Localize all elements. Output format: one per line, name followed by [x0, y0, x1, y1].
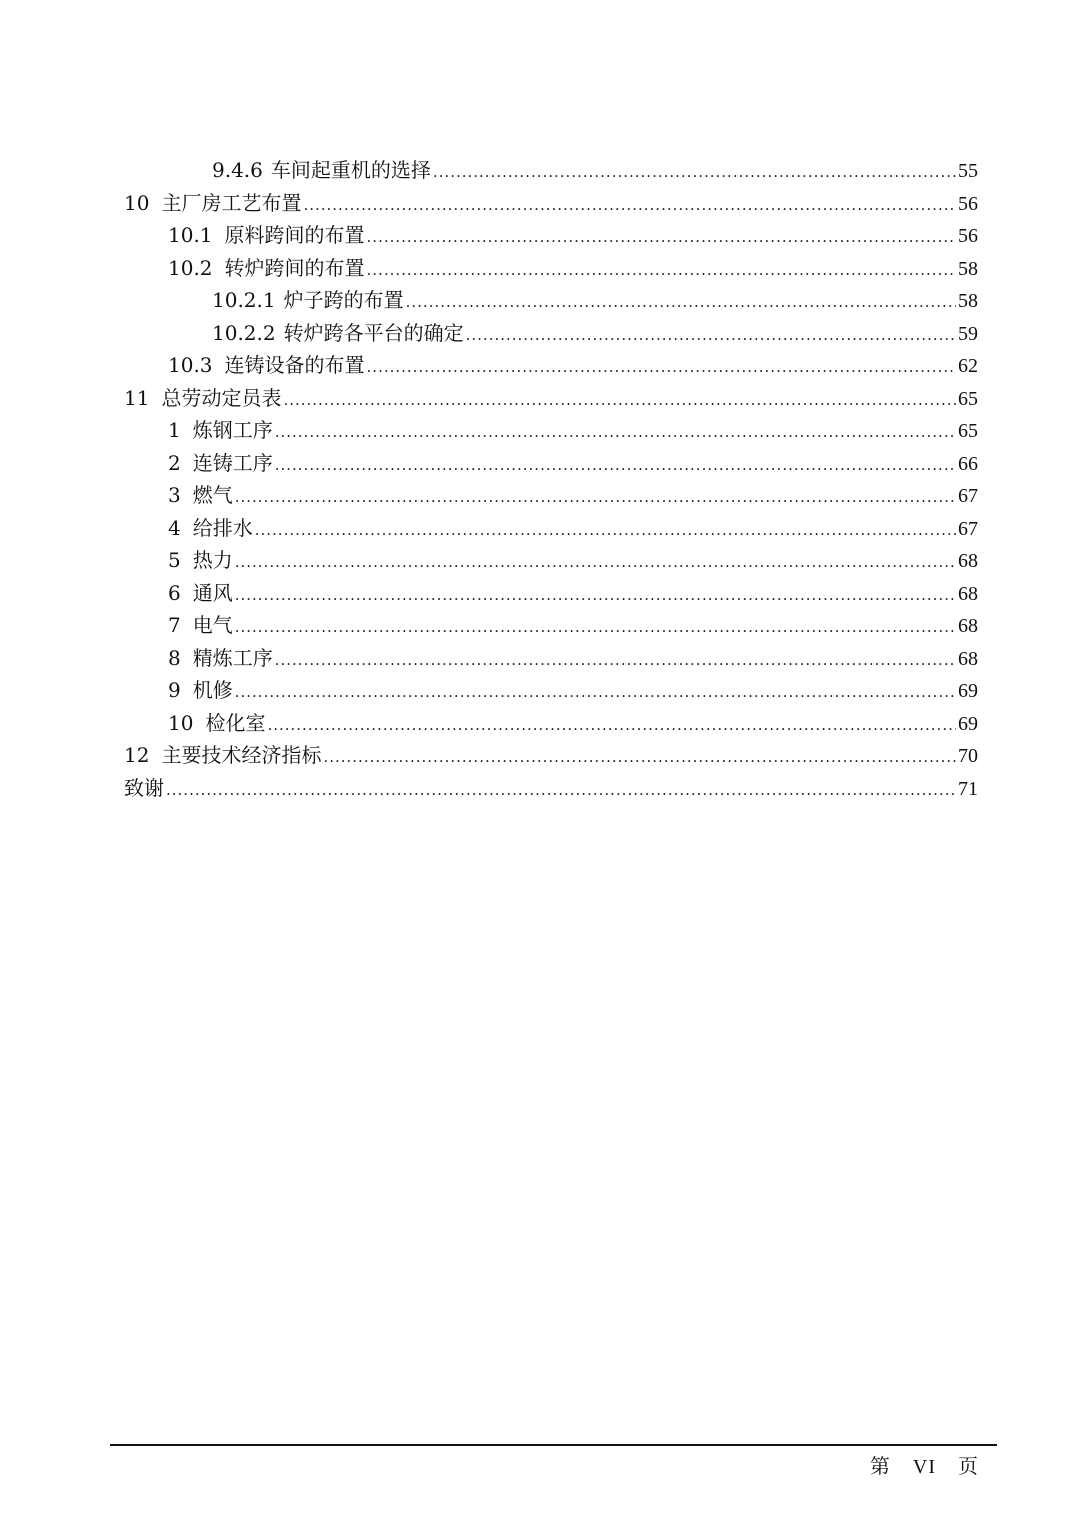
toc-entry[interactable]: [124, 154, 978, 187]
toc-entry-page: 65: [958, 420, 978, 442]
toc-entry-label: [168, 544, 233, 577]
toc-entry-label: [168, 414, 273, 447]
toc-entry[interactable]: [124, 317, 978, 350]
toc-entry-title: 原料跨间的布置: [224, 223, 365, 247]
toc-entry[interactable]: [124, 772, 978, 805]
toc-entry-title: 热力: [192, 548, 233, 572]
toc-entry-title: 精炼工序: [192, 645, 273, 670]
toc-dot-leader: [323, 741, 956, 774]
toc-entry-title: 给排水: [192, 515, 253, 540]
toc-entry-number: 12: [124, 743, 150, 767]
toc-dot-leader: [255, 514, 956, 547]
toc-entry-number: 10.1: [168, 223, 213, 247]
page-footer: [862, 1450, 987, 1479]
toc-entry-number: 5: [168, 548, 181, 572]
toc-entry-number: 10.2.1: [212, 288, 276, 312]
toc-dot-leader: [303, 189, 956, 222]
table-of-contents: [124, 154, 978, 804]
toc-entry-label: [168, 577, 233, 610]
toc-dot-leader: [283, 384, 956, 417]
footer-prefix: 第: [869, 1456, 891, 1478]
toc-entry-label: [124, 187, 301, 220]
footer-page-number: VI: [912, 1456, 936, 1478]
toc-entry-title: 连铸设备的布置: [224, 353, 365, 377]
toc-entry-title: 检化室: [205, 710, 266, 735]
toc-dot-leader: [275, 644, 956, 677]
toc-entry-number: 2: [168, 450, 181, 475]
toc-entry-label: [212, 317, 464, 350]
toc-entry[interactable]: [124, 414, 978, 447]
toc-dot-leader: [235, 546, 956, 579]
toc-entry[interactable]: [124, 382, 978, 415]
toc-dot-leader: [235, 676, 956, 709]
toc-dot-leader: [367, 351, 956, 384]
toc-entry-label: [212, 154, 431, 187]
toc-dot-leader: [166, 774, 956, 807]
toc-entry-label: [124, 382, 281, 415]
toc-entry-page: 68: [958, 615, 978, 637]
toc-entry-title: 燃气: [192, 483, 233, 507]
toc-entry-title: 炼钢工序: [192, 418, 273, 442]
toc-dot-leader: [367, 221, 956, 254]
toc-entry[interactable]: [124, 284, 978, 317]
toc-entry[interactable]: [124, 707, 978, 740]
toc-entry-label: [212, 284, 404, 317]
toc-entry-page: 56: [958, 192, 978, 215]
footer-divider: [110, 1444, 997, 1446]
toc-entry-title: 转炉跨间的布置: [224, 255, 365, 280]
toc-entry-page: 69: [958, 712, 978, 735]
toc-entry-label: [124, 772, 164, 805]
toc-entry-label: [168, 349, 365, 382]
toc-entry-number: 10: [124, 190, 150, 215]
toc-dot-leader: [267, 709, 956, 742]
toc-entry[interactable]: [124, 739, 978, 772]
toc-entry[interactable]: [124, 544, 978, 577]
toc-entry-title: 机修: [192, 678, 233, 702]
toc-entry-label: [168, 674, 233, 707]
toc-entry-number: 10: [168, 710, 194, 735]
toc-entry-page: 59: [958, 322, 978, 345]
toc-entry-number: 7: [168, 613, 181, 637]
toc-entry[interactable]: [124, 577, 978, 610]
toc-entry[interactable]: [124, 252, 978, 285]
toc-entry-label: [168, 252, 365, 285]
toc-entry-page: 55: [958, 160, 978, 182]
toc-entry-page: 65: [958, 387, 978, 410]
toc-entry[interactable]: [124, 609, 978, 642]
toc-dot-leader: [275, 416, 956, 449]
toc-entry-title: 总劳动定员表: [161, 385, 282, 410]
toc-entry-title: 主要技术经济指标: [161, 743, 322, 767]
toc-entry-number: 11: [124, 385, 150, 410]
toc-entry-label: [168, 609, 233, 642]
toc-entry-page: 69: [958, 680, 978, 702]
toc-entry-number: 4: [168, 515, 181, 540]
toc-entry-page: 58: [958, 290, 978, 312]
toc-dot-leader: [275, 449, 956, 482]
toc-entry-number: 10.3: [168, 353, 213, 377]
toc-entry-page: 71: [958, 777, 978, 800]
toc-entry-page: 58: [958, 257, 978, 280]
toc-entry-page: 68: [958, 582, 978, 605]
toc-entry[interactable]: [124, 447, 978, 480]
toc-dot-leader: [406, 286, 956, 319]
toc-entry-title: 转炉跨各平台的确定: [283, 320, 464, 345]
toc-entry-title: 通风: [192, 580, 233, 605]
toc-entry-page: 70: [958, 745, 978, 767]
toc-dot-leader: [235, 481, 956, 514]
toc-entry-label: [168, 479, 233, 512]
toc-entry-page: 68: [958, 550, 978, 572]
toc-entry-title: 电气: [192, 613, 233, 637]
toc-dot-leader: [466, 319, 956, 352]
toc-entry-label: [168, 447, 273, 480]
toc-entry-title: 致谢: [124, 775, 164, 800]
toc-entry-page: 56: [958, 225, 978, 247]
toc-entry[interactable]: [124, 479, 978, 512]
toc-entry-page: 68: [958, 647, 978, 670]
toc-entry-page: 66: [958, 452, 978, 475]
toc-entry-number: 10.2: [168, 255, 213, 280]
toc-entry-page: 67: [958, 485, 978, 507]
toc-entry-number: 9.4.6: [212, 158, 263, 182]
toc-entry-number: 3: [168, 483, 181, 507]
toc-dot-leader: [433, 156, 956, 189]
toc-entry[interactable]: [124, 512, 978, 545]
toc-entry-number: 1: [168, 418, 181, 442]
toc-dot-leader: [367, 254, 956, 287]
toc-entry[interactable]: [124, 187, 978, 220]
toc-entry-page: 67: [958, 517, 978, 540]
toc-entry-label: [168, 707, 265, 740]
toc-entry-number: 10.2.2: [212, 320, 276, 345]
toc-dot-leader: [235, 579, 956, 612]
toc-entry-label: [124, 739, 321, 772]
toc-entry[interactable]: [124, 642, 978, 675]
toc-entry-label: [168, 512, 253, 545]
toc-entry-title: 主厂房工艺布置: [161, 190, 302, 215]
toc-entry[interactable]: [124, 219, 978, 252]
toc-entry-page: 62: [958, 355, 978, 377]
toc-entry-label: [168, 219, 365, 252]
toc-entry-title: 连铸工序: [192, 450, 273, 475]
toc-entry-label: [168, 642, 273, 675]
toc-entry-number: 9: [168, 678, 181, 702]
toc-entry[interactable]: [124, 674, 978, 707]
toc-entry-title: 炉子跨的布置: [283, 288, 404, 312]
toc-entry-title: 车间起重机的选择: [270, 158, 431, 182]
footer-suffix: 页: [958, 1456, 979, 1478]
toc-entry[interactable]: [124, 349, 978, 382]
toc-entry-number: 8: [168, 645, 181, 670]
toc-entry-number: 6: [168, 580, 181, 605]
toc-dot-leader: [235, 611, 956, 644]
